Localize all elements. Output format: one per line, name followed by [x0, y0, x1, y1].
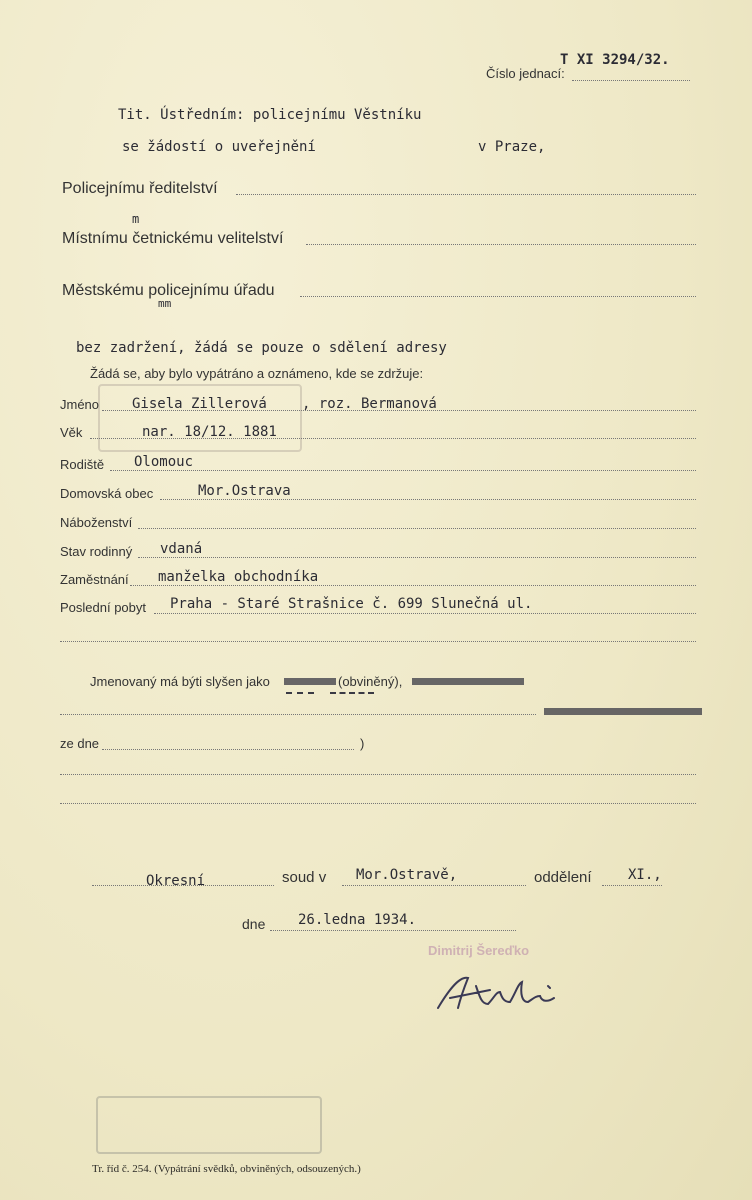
field-label: Stav rodinný — [60, 544, 133, 559]
underline-dash-1 — [286, 692, 314, 694]
addressee-city-police: Městskému policejnímu úřadu — [62, 282, 275, 299]
dotline — [154, 613, 696, 614]
dotline-ze-dne — [102, 749, 354, 750]
struck-out-word — [284, 678, 336, 685]
field-value: manželka obchodníka — [158, 569, 319, 585]
request-typed: bez zadržení, žádá se pouze o sdělení adresy — [76, 340, 447, 356]
dotline — [138, 557, 696, 558]
heard-obvineny: (obviněný), — [338, 674, 403, 689]
field-value: Mor.Ostrava — [198, 483, 291, 499]
name-stamp: Dimitrij Šereďko — [428, 943, 530, 958]
court-dne-label: dne — [242, 916, 266, 932]
dotline-extra — [60, 641, 696, 642]
ze-dne-label: ze dne — [60, 736, 100, 751]
dotline — [130, 585, 696, 586]
field-extra: , roz. Bermanová — [302, 396, 437, 412]
form-footer: Tr. říd č. 254. (Vypátrání svědků, obviněných, odsouzených.) — [92, 1163, 361, 1175]
dotline-dept — [602, 885, 662, 886]
cislo-jednaci-label: Číslo jednací: — [486, 66, 565, 81]
heard-as-text: Jmenovaný má býti slyšen jako — [90, 674, 270, 689]
faded-stamp — [98, 384, 302, 452]
faded-receipt-stamp — [96, 1096, 322, 1154]
addressee-typed-line2: se žádostí o uveřejnění — [122, 139, 316, 155]
struck-out-words-2 — [544, 708, 702, 715]
field-label: Rodiště — [60, 457, 105, 472]
signature — [430, 968, 580, 1018]
field-value: vdaná — [160, 541, 203, 557]
court-date: 26.ledna 1934. — [298, 912, 417, 928]
addressee-police-directorate: Policejnímu ředitelství — [62, 180, 218, 197]
dotline-b — [306, 244, 696, 245]
court-place: Mor.Ostravě, — [356, 867, 458, 883]
handwritten-mark-mm: mm — [158, 297, 172, 310]
ze-dne-close-paren: ) — [360, 736, 365, 751]
field-value: Gisela Zillerová — [132, 396, 267, 412]
addressee-typed-line1: Tit. Ústředním: policejnímu Věstníku — [118, 107, 422, 123]
struck-out-words — [412, 678, 524, 685]
field-label: Poslední pobyt — [60, 600, 147, 615]
field-value: nar. 18/12. 1881 — [142, 424, 277, 440]
court-oddeleni: oddělení — [534, 869, 592, 886]
dotline — [160, 499, 696, 500]
field-label: Jméno — [60, 397, 100, 412]
addressee-typed-place: v Praze, — [478, 139, 546, 155]
dotline-date — [270, 930, 516, 931]
court-soud-v: soud v — [282, 869, 327, 886]
court-dept: XI., — [628, 867, 662, 883]
request-printed: Žádá se, aby bylo vypátráno a oznámeno, kde se zdržuje: — [90, 366, 424, 381]
field-label: Domovská obec — [60, 486, 154, 501]
dotline-c — [300, 296, 696, 297]
dotline-place — [342, 885, 526, 886]
underline-dash-2 — [330, 692, 374, 694]
court-okresni: Okresní — [146, 873, 206, 889]
dotline-heard — [60, 714, 536, 715]
addressee-gendarmerie: Místnímu četnickému velitelství — [62, 230, 284, 247]
field-value: Praha - Staré Strašnice č. 699 Slunečná ul. — [170, 596, 533, 612]
cislo-dotline — [572, 80, 690, 81]
field-label: Věk — [60, 425, 83, 440]
dotline-a — [236, 194, 696, 195]
dotline — [138, 528, 696, 529]
field-value: Olomouc — [134, 454, 194, 470]
handwritten-mark-m: m — [132, 212, 140, 226]
dotline-blank-2 — [60, 803, 696, 804]
field-label: Náboženství — [60, 515, 133, 530]
field-label: Zaměstnání — [60, 572, 129, 587]
dotline-blank-1 — [60, 774, 696, 775]
dotline — [110, 470, 696, 471]
cislo-jednaci-value: T XI 3294/32. — [560, 52, 670, 68]
